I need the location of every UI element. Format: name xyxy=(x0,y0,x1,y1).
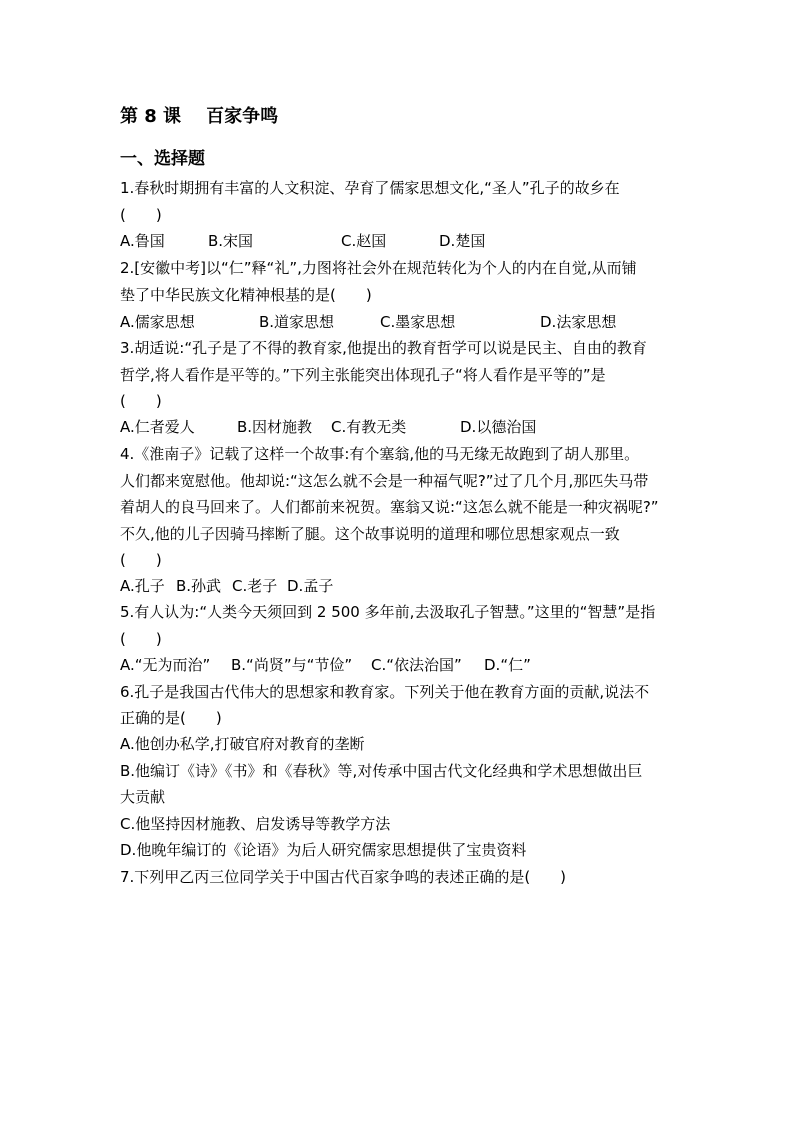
question-2-stem-line-1: 2.[安徽中考]以“仁”释“礼”,力图将社会外在规范转化为个人的内在自觉,从而铺 xyxy=(120,259,637,277)
question-3-option-c: C.有教无类 xyxy=(331,418,407,436)
question-3-stem-line-1: 3.胡适说:“孔子是了不得的教育家,他提出的教育哲学可以说是民主、自由的教育 xyxy=(120,339,647,357)
question-6-option-b-line-2: 大贡献 xyxy=(120,788,166,806)
section-title: 一、选择题 xyxy=(120,149,205,169)
question-6-stem-line-2: 正确的是( ) xyxy=(120,709,222,727)
question-6-stem-line-1: 6.孔子是我国古代伟大的思想家和教育家。下列关于他在教育方面的贡献,说法不 xyxy=(120,683,650,701)
question-5-option-c: C.“依法治国” xyxy=(371,656,462,674)
question-3-answer-bracket: ( ) xyxy=(120,392,162,410)
question-1-stem-line-1: 1.春秋时期拥有丰富的人文积淀、孕育了儒家思想文化,“圣人”孔子的故乡在 xyxy=(120,179,620,197)
question-2-option-c: C.墨家思想 xyxy=(380,313,456,331)
lesson-title: 第 8 课 百家争鸣 xyxy=(120,106,279,127)
question-6-option-a: A.他创办私学,打破官府对教育的垄断 xyxy=(120,735,365,753)
question-4-option-a: A.孔子 xyxy=(120,577,165,595)
question-4-answer-bracket: ( ) xyxy=(120,551,162,569)
question-6-option-d: D.他晚年编订的《论语》为后人研究儒家思想提供了宝贵资料 xyxy=(120,841,527,859)
question-1-option-b: B.宋国 xyxy=(208,232,254,250)
question-2-option-a: A.儒家思想 xyxy=(120,313,195,331)
question-1-option-a: A.鲁国 xyxy=(120,232,165,250)
question-4-stem-line-3: 着胡人的良马回来了。人们都前来祝贺。塞翁又说:“这怎么就不能是一种灾祸呢?” xyxy=(120,498,659,516)
question-2-option-d: D.法家思想 xyxy=(540,313,617,331)
question-5-stem-line-1: 5.有人认为:“人类今天须回到 2 500 多年前,去汲取孔子智慧。”这里的“智慧”是指 xyxy=(120,603,656,621)
question-5-option-a: A.“无为而治” xyxy=(120,656,211,674)
question-5-option-d: D.“仁” xyxy=(484,656,531,674)
question-3-option-d: D.以德治国 xyxy=(460,418,537,436)
question-6-option-c: C.他坚持因材施教、启发诱导等教学方法 xyxy=(120,815,391,833)
question-1-option-c: C.赵国 xyxy=(341,232,387,250)
question-3-option-a: A.仁者爱人 xyxy=(120,418,195,436)
question-1-option-d: D.楚国 xyxy=(439,232,486,250)
question-6-option-b-line-1: B.他编订《诗》《书》和《春秋》等,对传承中国古代文化经典和学术思想做出巨 xyxy=(120,762,643,780)
question-3-option-b: B.因材施教 xyxy=(237,418,313,436)
question-5-option-b: B.“尚贤”与“节俭” xyxy=(231,656,353,674)
question-4-option-d: D.孟子 xyxy=(287,577,334,595)
question-2-stem-line-2: 垫了中华民族文化精神根基的是( ) xyxy=(120,286,372,304)
question-1-answer-bracket: ( ) xyxy=(120,206,162,224)
question-4-stem-line-1: 4.《淮南子》记载了这样一个故事:有个塞翁,他的马无缘无故跑到了胡人那里。 xyxy=(120,445,640,463)
question-3-stem-line-2: 哲学,将人看作是平等的。”下列主张能突出体现孔子“将人看作是平等的”是 xyxy=(120,366,606,384)
question-5-answer-bracket: ( ) xyxy=(120,630,162,648)
question-4-option-c: C.老子 xyxy=(232,577,278,595)
question-4-stem-line-4: 不久,他的儿子因骑马摔断了腿。这个故事说明的道理和哪位思想家观点一致 xyxy=(120,525,620,543)
question-4-option-b: B.孙武 xyxy=(176,577,222,595)
question-2-option-b: B.道家思想 xyxy=(259,313,335,331)
question-7-stem-line-1: 7.下列甲乙丙三位同学关于中国古代百家争鸣的表述正确的是( ) xyxy=(120,868,567,886)
question-4-stem-line-2: 人们都来宽慰他。他却说:“这怎么就不会是一种福气呢?”过了几个月,那匹失马带 xyxy=(120,472,649,490)
